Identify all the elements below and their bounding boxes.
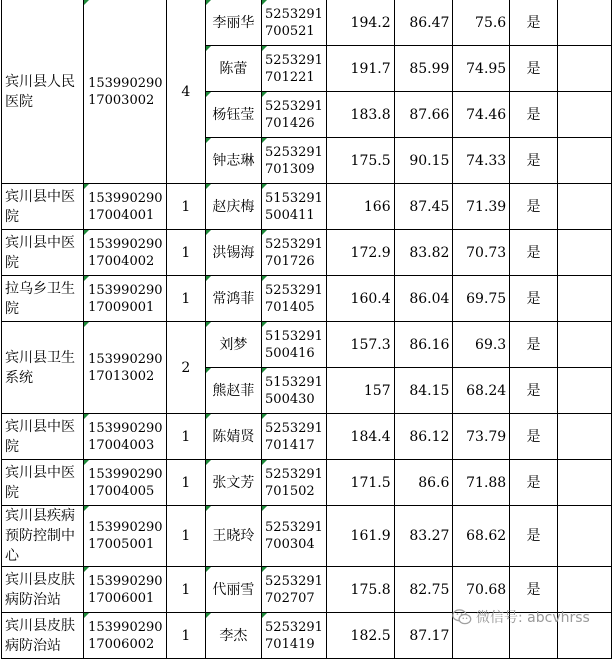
name-cell (205, 92, 261, 138)
table-row (2, 414, 612, 460)
candidate-name: 熊赵菲 (212, 382, 255, 399)
written-score: 172.9 (350, 244, 391, 261)
written-score-cell (326, 46, 394, 92)
post-code-line1: 153990290 (88, 466, 163, 482)
pass-flag: 是 (526, 244, 541, 261)
post-code-line2: 17004003 (88, 437, 155, 453)
written-score-cell (326, 414, 394, 460)
ticket-line2: 700304 (265, 537, 315, 552)
unit-cell (2, 613, 84, 659)
ticket-line1: 5253291 (265, 466, 323, 482)
post-code-line2: 17003002 (88, 92, 155, 108)
ticket-line2: 701221 (265, 69, 315, 85)
total-score: 69.3 (475, 336, 507, 353)
hire-count: 1 (181, 474, 191, 491)
total-score: 74.33 (466, 152, 507, 169)
unit-name: 宾川县卫生系统 (5, 349, 75, 386)
unit-name: 宾川县中医院 (5, 418, 75, 455)
interview-score-cell (394, 92, 453, 138)
name-cell (205, 368, 261, 414)
blank-cell (557, 138, 611, 184)
post-code-line1: 153990290 (88, 619, 163, 635)
written-score: 175.8 (350, 581, 391, 598)
written-score: 166 (363, 198, 391, 215)
unit-name: 宾川县疾病预防控制中心 (5, 508, 75, 564)
pass-flag: 是 (526, 474, 541, 491)
total-score-cell (453, 506, 510, 567)
pass-cell (510, 184, 558, 230)
name-cell (205, 322, 261, 368)
pass-cell (510, 368, 558, 414)
hire-count: 1 (181, 428, 191, 445)
hire-count: 2 (181, 359, 191, 376)
unit-cell (2, 0, 84, 184)
ticket-cell (262, 230, 327, 276)
interview-score-cell (394, 322, 453, 368)
pass-cell (510, 0, 558, 46)
blank-cell (557, 230, 611, 276)
name-cell (205, 613, 261, 659)
post-code-line1: 153990290 (88, 282, 163, 298)
unit-cell (2, 460, 84, 506)
post-code-line1: 153990290 (88, 190, 163, 206)
ticket-line2: 500411 (265, 207, 315, 223)
ticket-line1: 5253291 (265, 282, 323, 298)
name-cell (205, 460, 261, 506)
interview-score: 86.47 (409, 14, 450, 31)
hire-count-cell (167, 0, 206, 184)
ticket-line2: 701405 (265, 299, 315, 315)
post-code-line2: 17004002 (88, 253, 155, 269)
candidate-name: 赵庆梅 (212, 198, 255, 215)
total-score-cell (453, 138, 510, 184)
total-score: 68.62 (466, 528, 507, 544)
total-score: 71.39 (466, 198, 507, 215)
ticket-cell (262, 138, 327, 184)
pass-flag: 是 (526, 290, 541, 307)
ticket-cell (262, 506, 327, 567)
post-code-line2: 17004001 (88, 207, 155, 223)
post-code-line2: 17009001 (88, 299, 155, 315)
written-score: 175.5 (350, 152, 391, 169)
interview-score-cell (394, 138, 453, 184)
hire-count-cell (167, 276, 206, 322)
written-score-cell (326, 276, 394, 322)
total-score: 71.88 (466, 474, 507, 491)
ticket-line2: 701417 (265, 437, 315, 453)
total-score-cell (453, 0, 510, 46)
post-code-cell (84, 276, 167, 322)
post-code-line1: 153990290 (88, 520, 163, 535)
unit-name: 宾川县皮肤病防治站 (5, 617, 75, 654)
total-score: 74.46 (466, 106, 507, 123)
blank-cell (557, 0, 611, 46)
ticket-cell (262, 276, 327, 322)
interview-score: 82.75 (409, 581, 450, 598)
ticket-line2: 500430 (265, 391, 315, 407)
hire-count: 1 (181, 528, 191, 544)
total-score-cell (453, 276, 510, 322)
interview-score: 90.15 (409, 152, 450, 169)
total-score: 75.6 (475, 14, 507, 31)
blank-cell (557, 368, 611, 414)
total-score: 73.79 (466, 428, 507, 445)
written-score-cell (326, 184, 394, 230)
table-row (2, 230, 612, 276)
pass-cell (510, 230, 558, 276)
pass-cell (510, 276, 558, 322)
ticket-cell (262, 46, 327, 92)
total-score-cell (453, 92, 510, 138)
interview-score: 83.82 (409, 244, 450, 261)
pass-cell (510, 322, 558, 368)
ticket-line2: 701419 (265, 636, 315, 652)
interview-score-cell (394, 460, 453, 506)
pass-cell (510, 46, 558, 92)
pass-cell (510, 92, 558, 138)
written-score: 183.8 (350, 106, 391, 123)
candidate-name: 常鸿菲 (212, 290, 255, 307)
interview-score-cell (394, 46, 453, 92)
candidate-name: 李丽华 (212, 14, 255, 31)
name-cell (205, 506, 261, 567)
unit-cell (2, 276, 84, 322)
ticket-line1: 5253291 (265, 144, 323, 160)
candidate-name: 王晓玲 (212, 528, 255, 544)
candidate-name: 刘梦 (219, 336, 248, 353)
written-score: 182.5 (350, 627, 391, 644)
written-score: 191.7 (350, 60, 391, 77)
post-code-line1: 153990290 (88, 351, 163, 367)
blank-cell (557, 460, 611, 506)
pass-flag: 是 (526, 106, 541, 123)
total-score-cell (453, 46, 510, 92)
written-score-cell (326, 368, 394, 414)
written-score: 184.4 (350, 428, 391, 445)
written-score-cell (326, 230, 394, 276)
unit-name: 宾川县中医院 (5, 188, 75, 225)
written-score: 194.2 (350, 14, 391, 31)
results-table (1, 0, 612, 659)
total-score-cell (453, 230, 510, 276)
table-row (2, 0, 612, 46)
ticket-line2: 701426 (265, 115, 315, 131)
written-score-cell (326, 567, 394, 613)
post-code-cell (84, 0, 167, 184)
ticket-line1: 5253291 (265, 420, 323, 436)
ticket-cell (262, 0, 327, 46)
interview-score: 84.15 (409, 382, 450, 399)
ticket-cell (262, 567, 327, 613)
ticket-line2: 702707 (265, 590, 315, 606)
post-code-cell (84, 506, 167, 567)
hire-count-cell (167, 414, 206, 460)
name-cell (205, 46, 261, 92)
ticket-line1: 5253291 (265, 520, 323, 535)
watermark (452, 606, 590, 628)
unit-cell (2, 184, 84, 230)
ticket-cell (262, 184, 327, 230)
total-score-cell (453, 460, 510, 506)
post-code-cell (84, 567, 167, 613)
blank-cell (557, 92, 611, 138)
candidate-name: 李杰 (219, 627, 248, 644)
ticket-line1: 5253291 (265, 52, 323, 68)
written-score-cell (326, 460, 394, 506)
total-score: 69.75 (466, 290, 507, 307)
pass-flag: 是 (526, 528, 541, 544)
hire-count: 4 (181, 83, 191, 100)
post-code-cell (84, 460, 167, 506)
unit-cell (2, 414, 84, 460)
total-score-cell (453, 184, 510, 230)
candidate-name: 杨钰莹 (212, 106, 255, 123)
table-row (2, 460, 612, 506)
ticket-line1: 5153291 (265, 374, 323, 390)
hire-count: 1 (181, 244, 191, 261)
hire-count-cell (167, 506, 206, 567)
post-code-line1: 153990290 (88, 75, 163, 91)
ticket-line1: 5253291 (265, 619, 323, 635)
ticket-line1: 5153291 (265, 190, 323, 206)
total-score: 74.95 (466, 60, 507, 77)
interview-score: 86.16 (409, 336, 450, 353)
blank-cell (557, 506, 611, 567)
unit-name: 拉乌乡卫生院 (5, 280, 75, 317)
ticket-line2: 700521 (265, 23, 315, 39)
ticket-line2: 701309 (265, 161, 315, 177)
written-score-cell (326, 138, 394, 184)
post-code-cell (84, 184, 167, 230)
written-score: 157.3 (350, 336, 391, 353)
total-score: 70.68 (466, 581, 507, 598)
interview-score-cell (394, 506, 453, 567)
hire-count: 1 (181, 290, 191, 307)
name-cell (205, 567, 261, 613)
ticket-cell (262, 613, 327, 659)
candidate-name: 张文芳 (212, 474, 255, 491)
blank-cell (557, 322, 611, 368)
hire-count-cell (167, 613, 206, 659)
name-cell (205, 184, 261, 230)
hire-count-cell (167, 460, 206, 506)
post-code-line2: 17013002 (88, 368, 155, 384)
post-code-cell (84, 230, 167, 276)
candidate-name: 陈婧贤 (212, 428, 255, 445)
name-cell (205, 414, 261, 460)
unit-cell (2, 322, 84, 414)
name-cell (205, 0, 261, 46)
table-row (2, 506, 612, 567)
ticket-line2: 701502 (265, 483, 315, 499)
pass-flag: 是 (526, 198, 541, 215)
written-score-cell (326, 322, 394, 368)
interview-score: 86.12 (409, 428, 450, 445)
unit-cell (2, 567, 84, 613)
interview-score-cell (394, 368, 453, 414)
post-code-line2: 17004005 (88, 483, 155, 499)
table-row (2, 276, 612, 322)
unit-name: 宾川县皮肤病防治站 (5, 571, 75, 608)
interview-score: 87.45 (409, 198, 450, 215)
total-score-cell (453, 322, 510, 368)
ticket-cell (262, 92, 327, 138)
candidate-name: 洪锡海 (212, 244, 255, 261)
interview-score-cell (394, 276, 453, 322)
post-code-line2: 17006001 (88, 590, 155, 606)
total-score: 70.73 (466, 244, 507, 261)
candidate-name: 陈蕾 (219, 60, 248, 77)
ticket-cell (262, 460, 327, 506)
pass-cell (510, 138, 558, 184)
interview-score-cell (394, 414, 453, 460)
unit-name: 宾川县中医院 (5, 464, 75, 501)
post-code-line1: 153990290 (88, 236, 163, 252)
interview-score: 83.27 (409, 528, 450, 544)
hire-count-cell (167, 184, 206, 230)
ticket-line2: 701726 (265, 253, 315, 269)
pass-flag: 是 (526, 14, 541, 31)
hire-count-cell (167, 322, 206, 414)
interview-score: 86.04 (409, 290, 450, 307)
table-row (2, 184, 612, 230)
candidate-name: 钟志琳 (212, 152, 255, 169)
results-table-body (2, 0, 612, 659)
hire-count: 1 (181, 627, 191, 644)
pass-cell (510, 460, 558, 506)
blank-cell (557, 276, 611, 322)
written-score: 157 (363, 382, 391, 399)
ticket-line1: 5253291 (265, 98, 323, 114)
written-score: 161.9 (350, 528, 391, 544)
ticket-line1: 5253291 (265, 6, 323, 22)
hire-count: 1 (181, 581, 191, 598)
pass-flag: 是 (526, 152, 541, 169)
wechat-icon (452, 608, 472, 626)
interview-score: 87.66 (409, 106, 450, 123)
ticket-line1: 5253291 (265, 236, 323, 252)
interview-score: 87.17 (409, 627, 450, 644)
table-row (2, 322, 612, 368)
post-code-line2: 17005001 (88, 537, 155, 552)
interview-score-cell (394, 184, 453, 230)
blank-cell (557, 184, 611, 230)
written-score: 171.5 (350, 474, 391, 491)
total-score-cell (453, 414, 510, 460)
pass-flag: 是 (526, 581, 541, 598)
candidate-name: 代丽雪 (212, 581, 255, 598)
ticket-cell (262, 322, 327, 368)
written-score-cell (326, 0, 394, 46)
post-code-cell (84, 414, 167, 460)
ticket-line1: 5153291 (265, 328, 323, 344)
pass-flag: 是 (526, 382, 541, 399)
ticket-cell (262, 414, 327, 460)
post-code-cell (84, 322, 167, 414)
written-score-cell (326, 613, 394, 659)
pass-flag: 是 (526, 428, 541, 445)
interview-score-cell (394, 567, 453, 613)
name-cell (205, 276, 261, 322)
interview-score-cell (394, 230, 453, 276)
unit-cell (2, 506, 84, 567)
blank-cell (557, 46, 611, 92)
written-score: 160.4 (350, 290, 391, 307)
total-score-cell (453, 368, 510, 414)
watermark-text: 微信号: abcvhrss (476, 610, 590, 626)
unit-name: 宾川县人民医院 (5, 73, 75, 110)
hire-count-cell (167, 230, 206, 276)
total-score: 68.24 (466, 382, 507, 399)
ticket-line1: 5253291 (265, 573, 323, 589)
interview-score: 85.99 (409, 60, 450, 77)
interview-score-cell (394, 0, 453, 46)
post-code-line1: 153990290 (88, 420, 163, 436)
post-code-line1: 153990290 (88, 573, 163, 589)
ticket-line2: 500416 (265, 345, 315, 361)
hire-count: 1 (181, 198, 191, 215)
blank-cell (557, 414, 611, 460)
hire-count-cell (167, 567, 206, 613)
post-code-line2: 17006002 (88, 636, 155, 652)
ticket-cell (262, 368, 327, 414)
pass-flag: 是 (526, 336, 541, 353)
unit-name: 宾川县中医院 (5, 234, 75, 271)
unit-cell (2, 230, 84, 276)
name-cell (205, 138, 261, 184)
written-score-cell (326, 506, 394, 567)
pass-cell (510, 506, 558, 567)
pass-flag: 是 (526, 60, 541, 77)
interview-score-cell (394, 613, 453, 659)
written-score-cell (326, 92, 394, 138)
post-code-cell (84, 613, 167, 659)
name-cell (205, 230, 261, 276)
pass-cell (510, 414, 558, 460)
interview-score: 86.6 (418, 474, 450, 491)
